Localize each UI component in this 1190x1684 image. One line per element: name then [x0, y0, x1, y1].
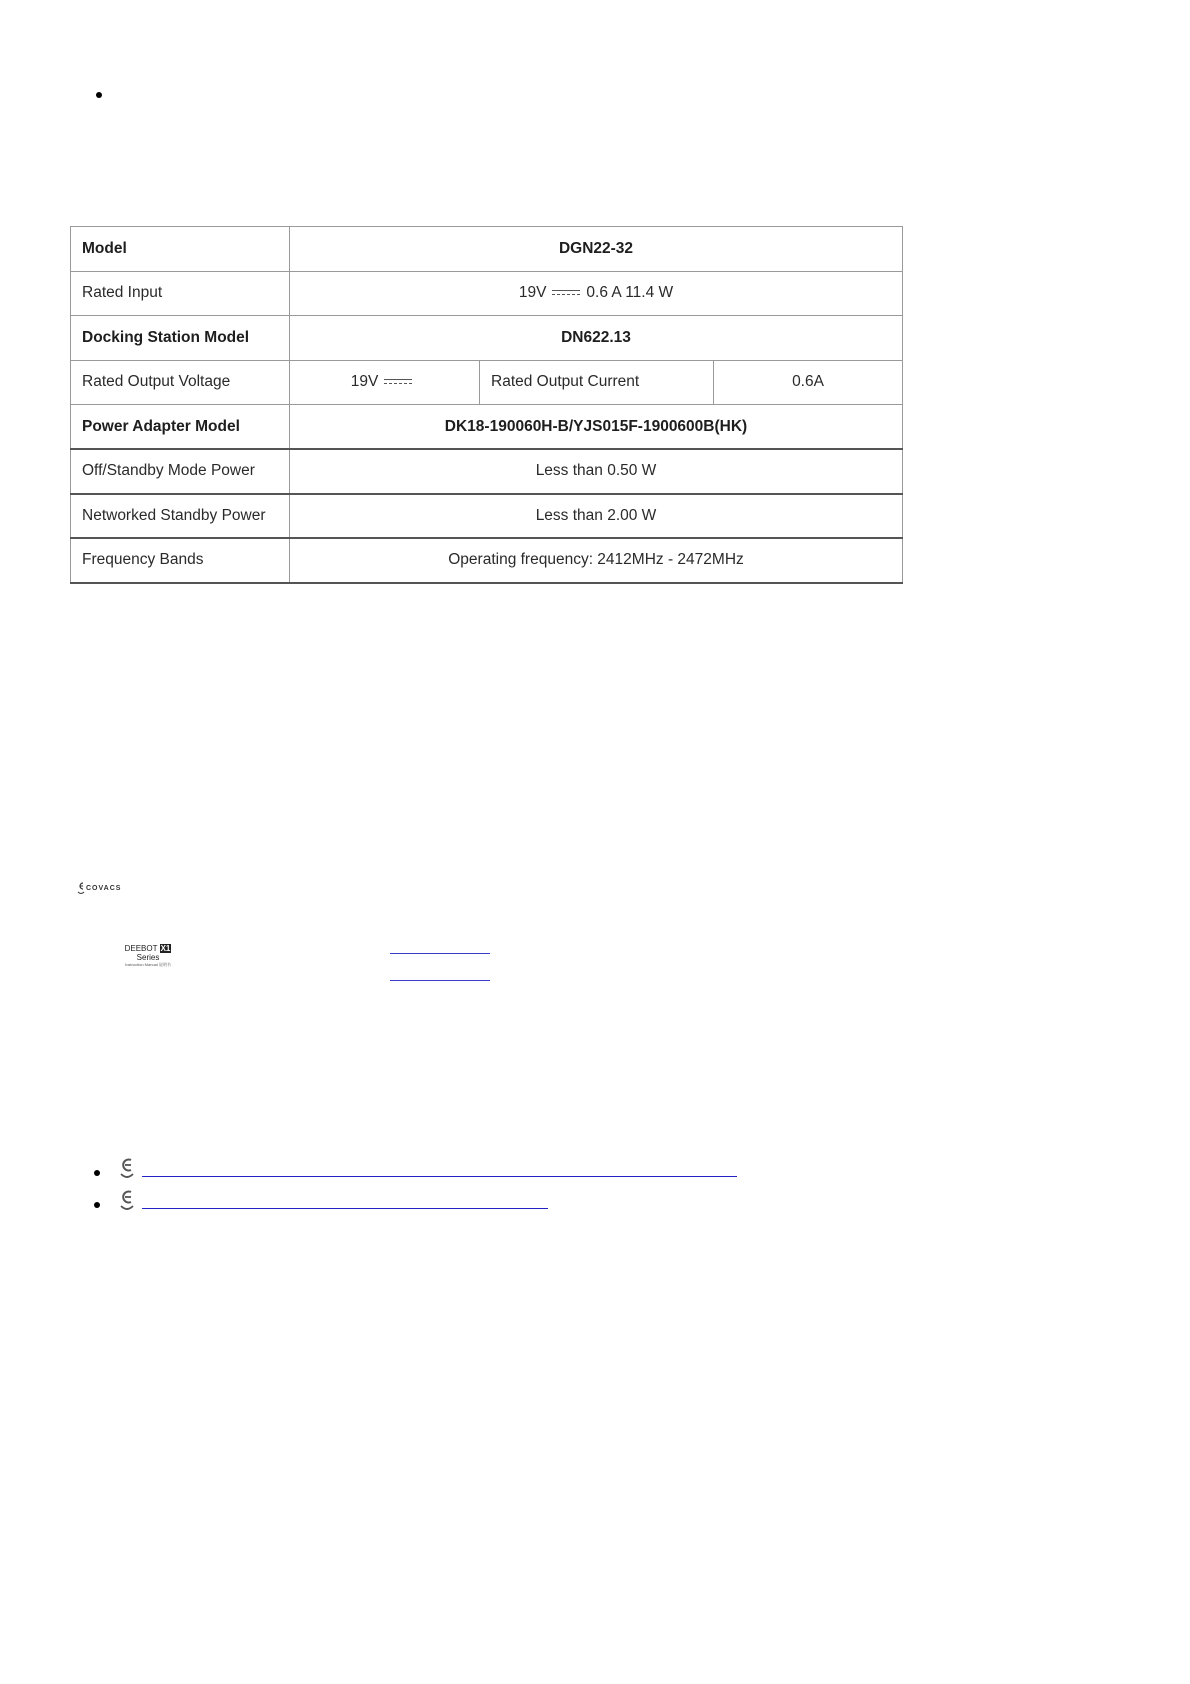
list-item[interactable]	[94, 1156, 744, 1182]
ecovacs-logo[interactable]	[77, 880, 121, 896]
list-item[interactable]	[94, 1188, 594, 1214]
row-label: Power Adapter Model	[71, 405, 290, 450]
row-value: DGN22-32	[290, 227, 903, 272]
row-label: Model	[71, 227, 290, 272]
list-bullet	[96, 92, 102, 98]
ecovacs-logo-icon	[118, 1188, 136, 1214]
table-row	[71, 494, 903, 539]
related-link[interactable]	[142, 1176, 737, 1177]
row-label: Rated Output Voltage	[71, 360, 290, 405]
thumbnail-title: DEEBOT X1 Series	[124, 944, 171, 962]
row-value: Less than 2.00 W	[290, 494, 903, 539]
row-label: Rated Input	[71, 271, 290, 316]
row-value: Operating frequency: 2412MHz - 2472MHz	[290, 538, 903, 583]
table-row	[71, 316, 903, 361]
rated-input-voltage: 19V	[518, 284, 547, 302]
table-row	[71, 360, 903, 405]
manual-thumbnail[interactable]	[116, 944, 180, 966]
row-label: Networked Standby Power	[71, 494, 290, 539]
row-label: Docking Station Model	[71, 316, 290, 361]
document-link[interactable]	[390, 980, 490, 981]
row-value	[290, 271, 903, 316]
row-value: DN622.13	[290, 316, 903, 361]
table-row	[71, 271, 903, 316]
output-current-label: Rated Output Current	[480, 360, 714, 405]
spec-table	[70, 226, 903, 584]
row-label: Frequency Bands	[71, 538, 290, 583]
thumbnail-subtitle: Instruction Manual 说明书	[125, 962, 171, 967]
rated-input-power: 0.6 A 11.4 W	[586, 284, 674, 302]
output-voltage-value	[290, 360, 480, 405]
ecovacs-logo-icon	[118, 1156, 136, 1182]
logo-text: COVACS	[86, 884, 122, 892]
ecovacs-logo-icon	[77, 880, 85, 896]
output-current-value: 0.6A	[714, 360, 903, 405]
dc-current-symbol-icon	[552, 289, 580, 298]
row-value: DK18-190060H-B/YJS015F-1900600B(HK)	[290, 405, 903, 450]
table-row	[71, 227, 903, 272]
table-row	[71, 538, 903, 583]
output-voltage: 19V	[350, 373, 379, 391]
dc-current-symbol-icon	[384, 378, 412, 387]
list-bullet	[94, 1170, 100, 1176]
table-row	[71, 449, 903, 494]
document-link[interactable]	[390, 953, 490, 954]
table-row	[71, 405, 903, 450]
row-label: Off/Standby Mode Power	[71, 449, 290, 494]
row-value: Less than 0.50 W	[290, 449, 903, 494]
related-link[interactable]	[142, 1208, 548, 1209]
list-bullet	[94, 1202, 100, 1208]
